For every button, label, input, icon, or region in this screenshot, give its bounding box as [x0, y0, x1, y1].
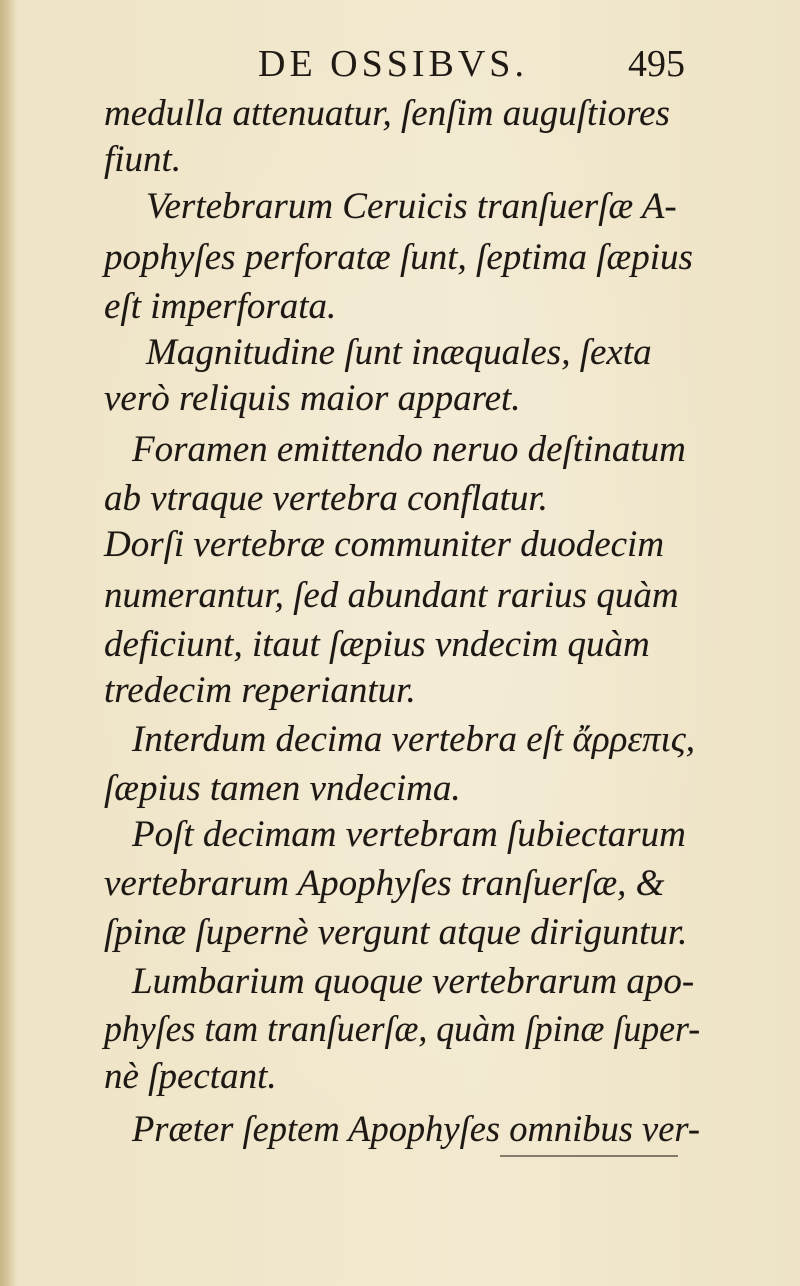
text-line: ab vtraque vertebra conflatur. [104, 478, 548, 519]
text-line: ſpinæ ſupernè vergunt atque diriguntur. [104, 912, 688, 953]
text-line: tredecim reperiantur. [104, 670, 416, 711]
page-number: 495 [628, 43, 685, 85]
text-line: deficiunt, itaut ſæpius vndecim quàm [104, 624, 650, 665]
text-line: vertebrarum Apophyſes tranſuerſæ, & [104, 863, 665, 904]
text-line: ſæpius tamen vndecima. [104, 768, 461, 809]
text-line: Dorſi vertebræ communiter duodecim [104, 524, 665, 565]
text-line: Poſt decimam vertebram ſubiectarum [132, 814, 686, 855]
text-line: Foramen emittendo neruo deſtinatum [132, 429, 686, 470]
text-line: Vertebrarum Ceruicis tranſuerſæ A- [146, 186, 677, 227]
text-line: fiunt. [104, 139, 182, 180]
catchword-rule [500, 1155, 678, 1157]
text-line: pophyſes perforatæ ſunt, ſeptima ſæpius [104, 237, 693, 278]
text-line: Lumbarium quoque vertebrarum apo- [132, 961, 695, 1002]
text-line: phyſes tam tranſuerſæ, quàm ſpinæ ſuper- [104, 1009, 701, 1050]
text-line: nè ſpectant. [104, 1056, 277, 1097]
text-line: eſt imperforata. [104, 286, 337, 327]
text-line: Interdum decima vertebra eſt ἄρρεπις, [132, 719, 696, 760]
page-gutter-shadow [0, 0, 16, 1286]
text-line: medulla attenuatur, ſenſim auguſtiores [104, 93, 670, 134]
text-line: verò reliquis maior apparet. [104, 378, 521, 419]
running-title: DE OSSIBVS. [258, 43, 528, 85]
text-line: Magnitudine ſunt inæquales, ſexta [146, 332, 652, 373]
text-line: numerantur, ſed abundant rarius quàm [104, 575, 679, 616]
text-line: Præter ſeptem Apophyſes omnibus ver- [132, 1109, 701, 1150]
